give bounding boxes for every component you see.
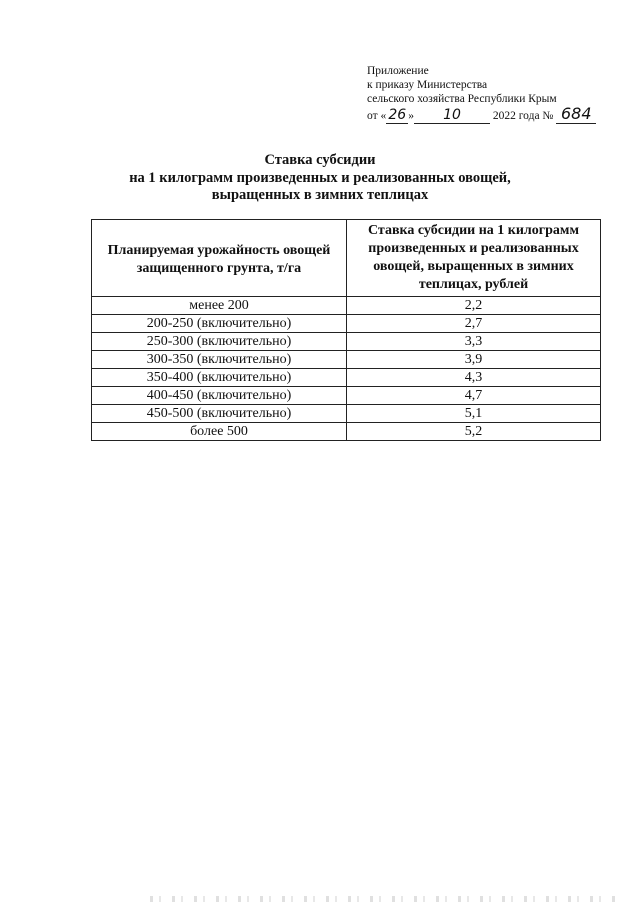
cell-rate: 2,7: [347, 315, 601, 333]
cell-yield: менее 200: [92, 297, 347, 315]
scan-noise: [150, 896, 620, 902]
table-row: [92, 351, 601, 369]
cell-yield: 200-250 (включительно): [92, 315, 347, 333]
cell-yield: 250-300 (включительно): [92, 333, 347, 351]
header-yield: Планируемая урожайность овощей защищенного грунта, т/га: [92, 220, 347, 297]
cell-rate: 3,3: [347, 333, 601, 351]
cell-rate: 4,3: [347, 369, 601, 387]
appendix-title: Приложение: [367, 65, 429, 77]
cell-yield: 450-500 (включительно): [92, 405, 347, 423]
header-rate: Ставка субсидии на 1 килограмм произведенных и реализованных овощей, выращенных в зимних теплицах, рублей: [347, 220, 601, 297]
date-month: [414, 108, 490, 124]
title-line-2: на 1 килограмм произведенных и реализованных овощей,: [129, 169, 511, 186]
table-row: [92, 423, 601, 441]
order-number-handwritten: 684: [561, 103, 592, 123]
date-day: [386, 108, 408, 124]
appendix-ministry: сельского хозяйства Республики Крым: [367, 93, 557, 106]
order-number: [556, 103, 596, 124]
cell-rate: 3,9: [347, 351, 601, 369]
title-line-1: Ставка субсидии: [264, 152, 376, 168]
date-day-handwritten: 26: [388, 106, 407, 123]
cell-rate: 5,1: [347, 405, 601, 423]
table-row: [92, 405, 601, 423]
appendix-order-ref: к приказу Министерства: [367, 79, 488, 92]
date-prefix: от «: [367, 109, 387, 122]
appendix-header: [367, 64, 617, 124]
subsidy-rate-table: [91, 219, 601, 441]
appendix-date-line: [367, 103, 617, 124]
table-header-row: [92, 220, 601, 297]
cell-rate: 4,7: [347, 387, 601, 405]
table-row: [92, 387, 601, 405]
cell-rate: 5,2: [347, 423, 601, 441]
table-row: [92, 297, 601, 315]
cell-yield: 300-350 (включительно): [92, 351, 347, 369]
table-row: [92, 315, 601, 333]
cell-yield: 350-400 (включительно): [92, 369, 347, 387]
document-title: [0, 152, 640, 205]
table-row: [92, 369, 601, 387]
date-year: 2022 года №: [492, 109, 554, 122]
table-row: [92, 333, 601, 351]
date-month-handwritten: 10: [443, 106, 461, 123]
cell-yield: более 500: [92, 423, 347, 441]
cell-yield: 400-450 (включительно): [92, 387, 347, 405]
cell-rate: 2,2: [347, 297, 601, 315]
date-day-suffix: »: [408, 109, 414, 122]
title-line-3: выращенных в зимних теплицах: [211, 187, 429, 203]
